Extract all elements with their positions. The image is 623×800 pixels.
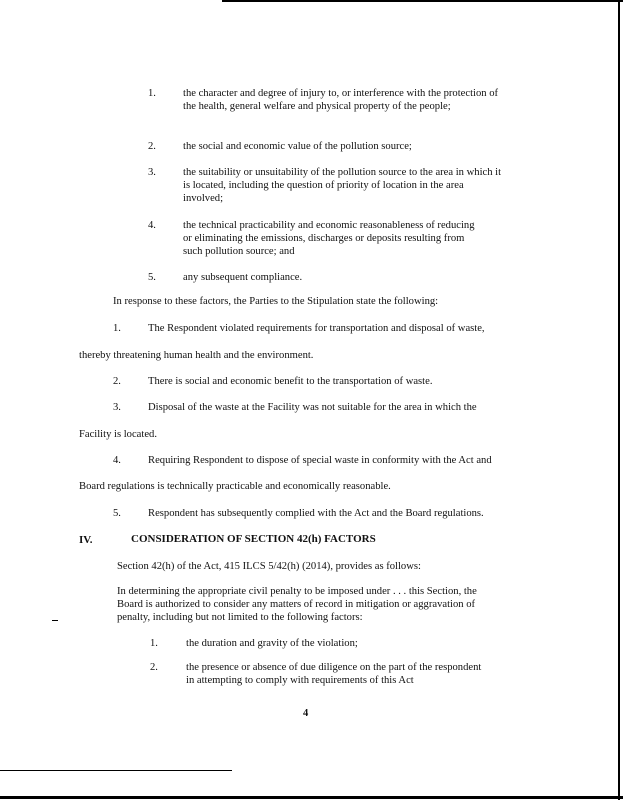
response-4-number: 4. (113, 455, 121, 466)
response-1-line2: thereby threatening human health and the environment. (79, 350, 314, 361)
response-3-line1: Disposal of the waste at the Facility was not suitable for the area in which the (148, 402, 477, 413)
factor-5-number: 5. (148, 272, 156, 283)
factor-1-text: the character and degree of injury to, or interference with the protection of the health, general welfare and physical property of the people; (183, 88, 499, 112)
response-3-line2: Facility is located. (79, 429, 157, 440)
response-5-line1: Respondent has subsequently complied with the Act and the Board regulations. (148, 508, 484, 519)
response-5-number: 5. (113, 508, 121, 519)
response-2-number: 2. (113, 376, 121, 387)
scan-border-bottom (0, 796, 623, 799)
factor-5-text: any subsequent compliance. (183, 272, 303, 283)
section-intro: Section 42(h) of the Act, 415 ILCS 5/42(h) (2014), provides as follows: (117, 561, 421, 572)
penalty-factor-2-text: the presence or absence of due diligence on the part of the respondent in attempting to comply with requirements of this Act (186, 662, 482, 686)
block-quote: In determining the appropriate civil penalty to be imposed under . . . this Section, the Board is authorized to consider any matters of record in mitigation or aggravation of penalty, including but not limited to the following factors: (117, 586, 477, 623)
factor-4-text: the technical practicability and economic reasonableness of reducing or eliminating the emissions, discharges or deposits resulting from such pollution source; and (183, 220, 475, 257)
response-4-line2: Board regulations is technically practicable and economically reasonable. (79, 481, 391, 492)
factor-4-number: 4. (148, 220, 156, 231)
response-3-number: 3. (113, 402, 121, 413)
section-numeral: IV. (79, 534, 93, 546)
factor-1-number: 1. (148, 88, 156, 99)
factor-3-number: 3. (148, 167, 156, 178)
scan-border-right (618, 0, 620, 800)
penalty-factor-1-text: the duration and gravity of the violation; (186, 638, 358, 649)
response-2-line1: There is social and economic benefit to the transportation of waste. (148, 376, 433, 387)
factor-3-text: the suitability or unsuitability of the pollution source to the area in which it is located, including the question of priority of location in the area involved; (183, 167, 502, 204)
penalty-factor-1-number: 1. (150, 638, 158, 649)
footnote-rule (0, 770, 232, 771)
response-1-number: 1. (113, 323, 121, 334)
response-4-line1: Requiring Respondent to dispose of special waste in conformity with the Act and (148, 455, 492, 466)
response-intro: In response to these factors, the Parties to the Stipulation state the following: (113, 296, 439, 307)
section-title: CONSIDERATION OF SECTION 42(h) FACTORS (131, 533, 376, 545)
response-1-line1: The Respondent violated requirements for transportation and disposal of waste, (148, 323, 485, 334)
margin-mark (52, 620, 58, 621)
factor-2-text: the social and economic value of the pollution source; (183, 141, 412, 152)
page-number: 4 (303, 708, 309, 719)
factor-2-number: 2. (148, 141, 156, 152)
scan-border-top (222, 0, 623, 2)
penalty-factor-2-number: 2. (150, 662, 158, 673)
